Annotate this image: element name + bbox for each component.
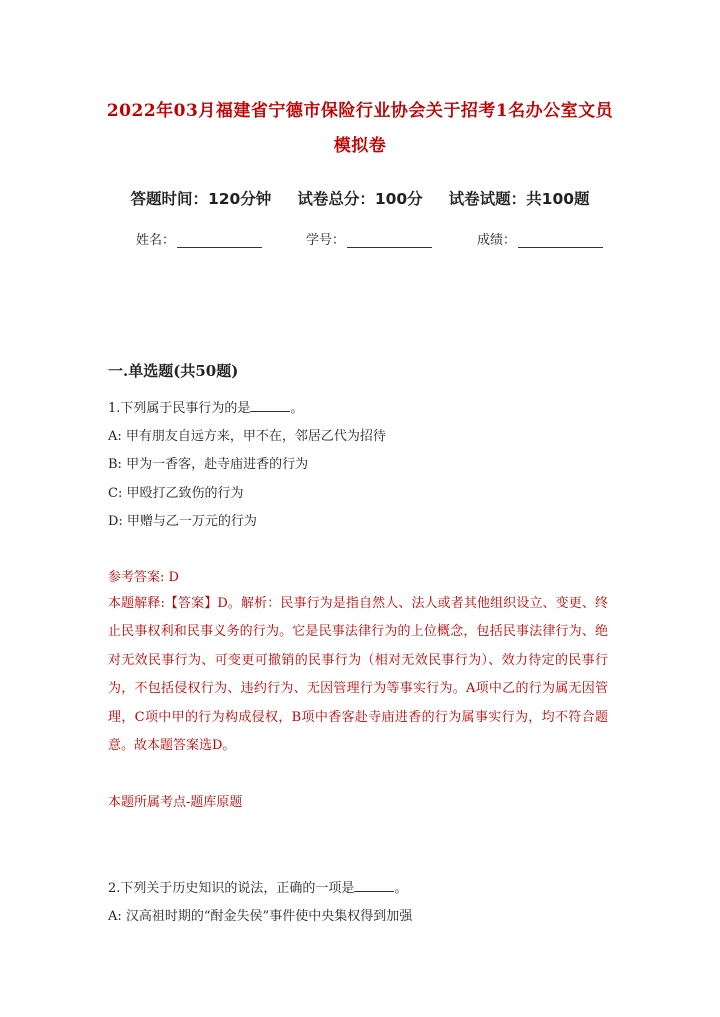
student-id-field xyxy=(306,229,432,248)
option-c: C: 甲殴打乙致伤的行为 xyxy=(108,486,244,501)
student-id-blank xyxy=(347,234,432,248)
option-d: D: 甲赠与乙一万元的行为 xyxy=(108,514,257,529)
name-field xyxy=(136,229,262,248)
exam-title: 2022年03月福建省宁德市保险行业协会关于招考1名办公室文员 xyxy=(106,101,614,121)
exam-total-questions: 试卷试题：共100题 xyxy=(448,190,590,208)
option-a: A: 汉高祖时期的“酎金失侯”事件使中央集权得到加强 xyxy=(108,909,413,924)
question-source: 本题所属考点-题库原题 xyxy=(108,795,243,810)
student-id-label: 学号： xyxy=(306,233,346,248)
exam-meta xyxy=(0,187,720,209)
question-stem: 1.下列属于民事行为的是 。 xyxy=(108,401,304,416)
name-label: 姓名： xyxy=(136,233,176,248)
option-a: A: 甲有朋友自远方来，甲不在，邻居乙代为招待 xyxy=(108,429,386,444)
reference-answer: 参考答案: D xyxy=(108,570,179,585)
exam-time: 答题时间：120分钟 xyxy=(130,190,272,208)
answer-blank xyxy=(354,879,394,892)
name-blank xyxy=(177,234,262,248)
answer-blank xyxy=(250,399,290,412)
exam-total-score: 试卷总分：100分 xyxy=(297,190,423,208)
answer-explanation: 本题解释:【答案】D。解析：民事行为是指自然人、法人或者其他组织设立、变更、终止民事权利和民事义务的行为。它是民事法律行为的上位概念，包括民事法律行为、绝对无效民事行为、可变更可撤销的民事行为（相对无效民事行为）、效力待定的民事行为，不包括侵权行为、违约行为、无因管理行为等事实行为。A项中乙的行为属无因管理，C项中甲的行为构成侵权，B项中香客赴寺庙进香的行为属事实行为，均不符合题意。故本题答案选D。 xyxy=(108,596,608,754)
section-title: 一.单选题(共50题) xyxy=(108,362,239,380)
score-blank xyxy=(518,234,603,248)
exam-title-suffix: 模拟卷 xyxy=(333,136,387,156)
option-b: B: 甲为一香客，赴寺庙进香的行为 xyxy=(108,457,309,472)
score-label: 成绩： xyxy=(477,233,517,248)
question-stem: 2.下列关于历史知识的说法，正确的一项是 。 xyxy=(108,881,408,896)
score-field xyxy=(477,229,603,248)
